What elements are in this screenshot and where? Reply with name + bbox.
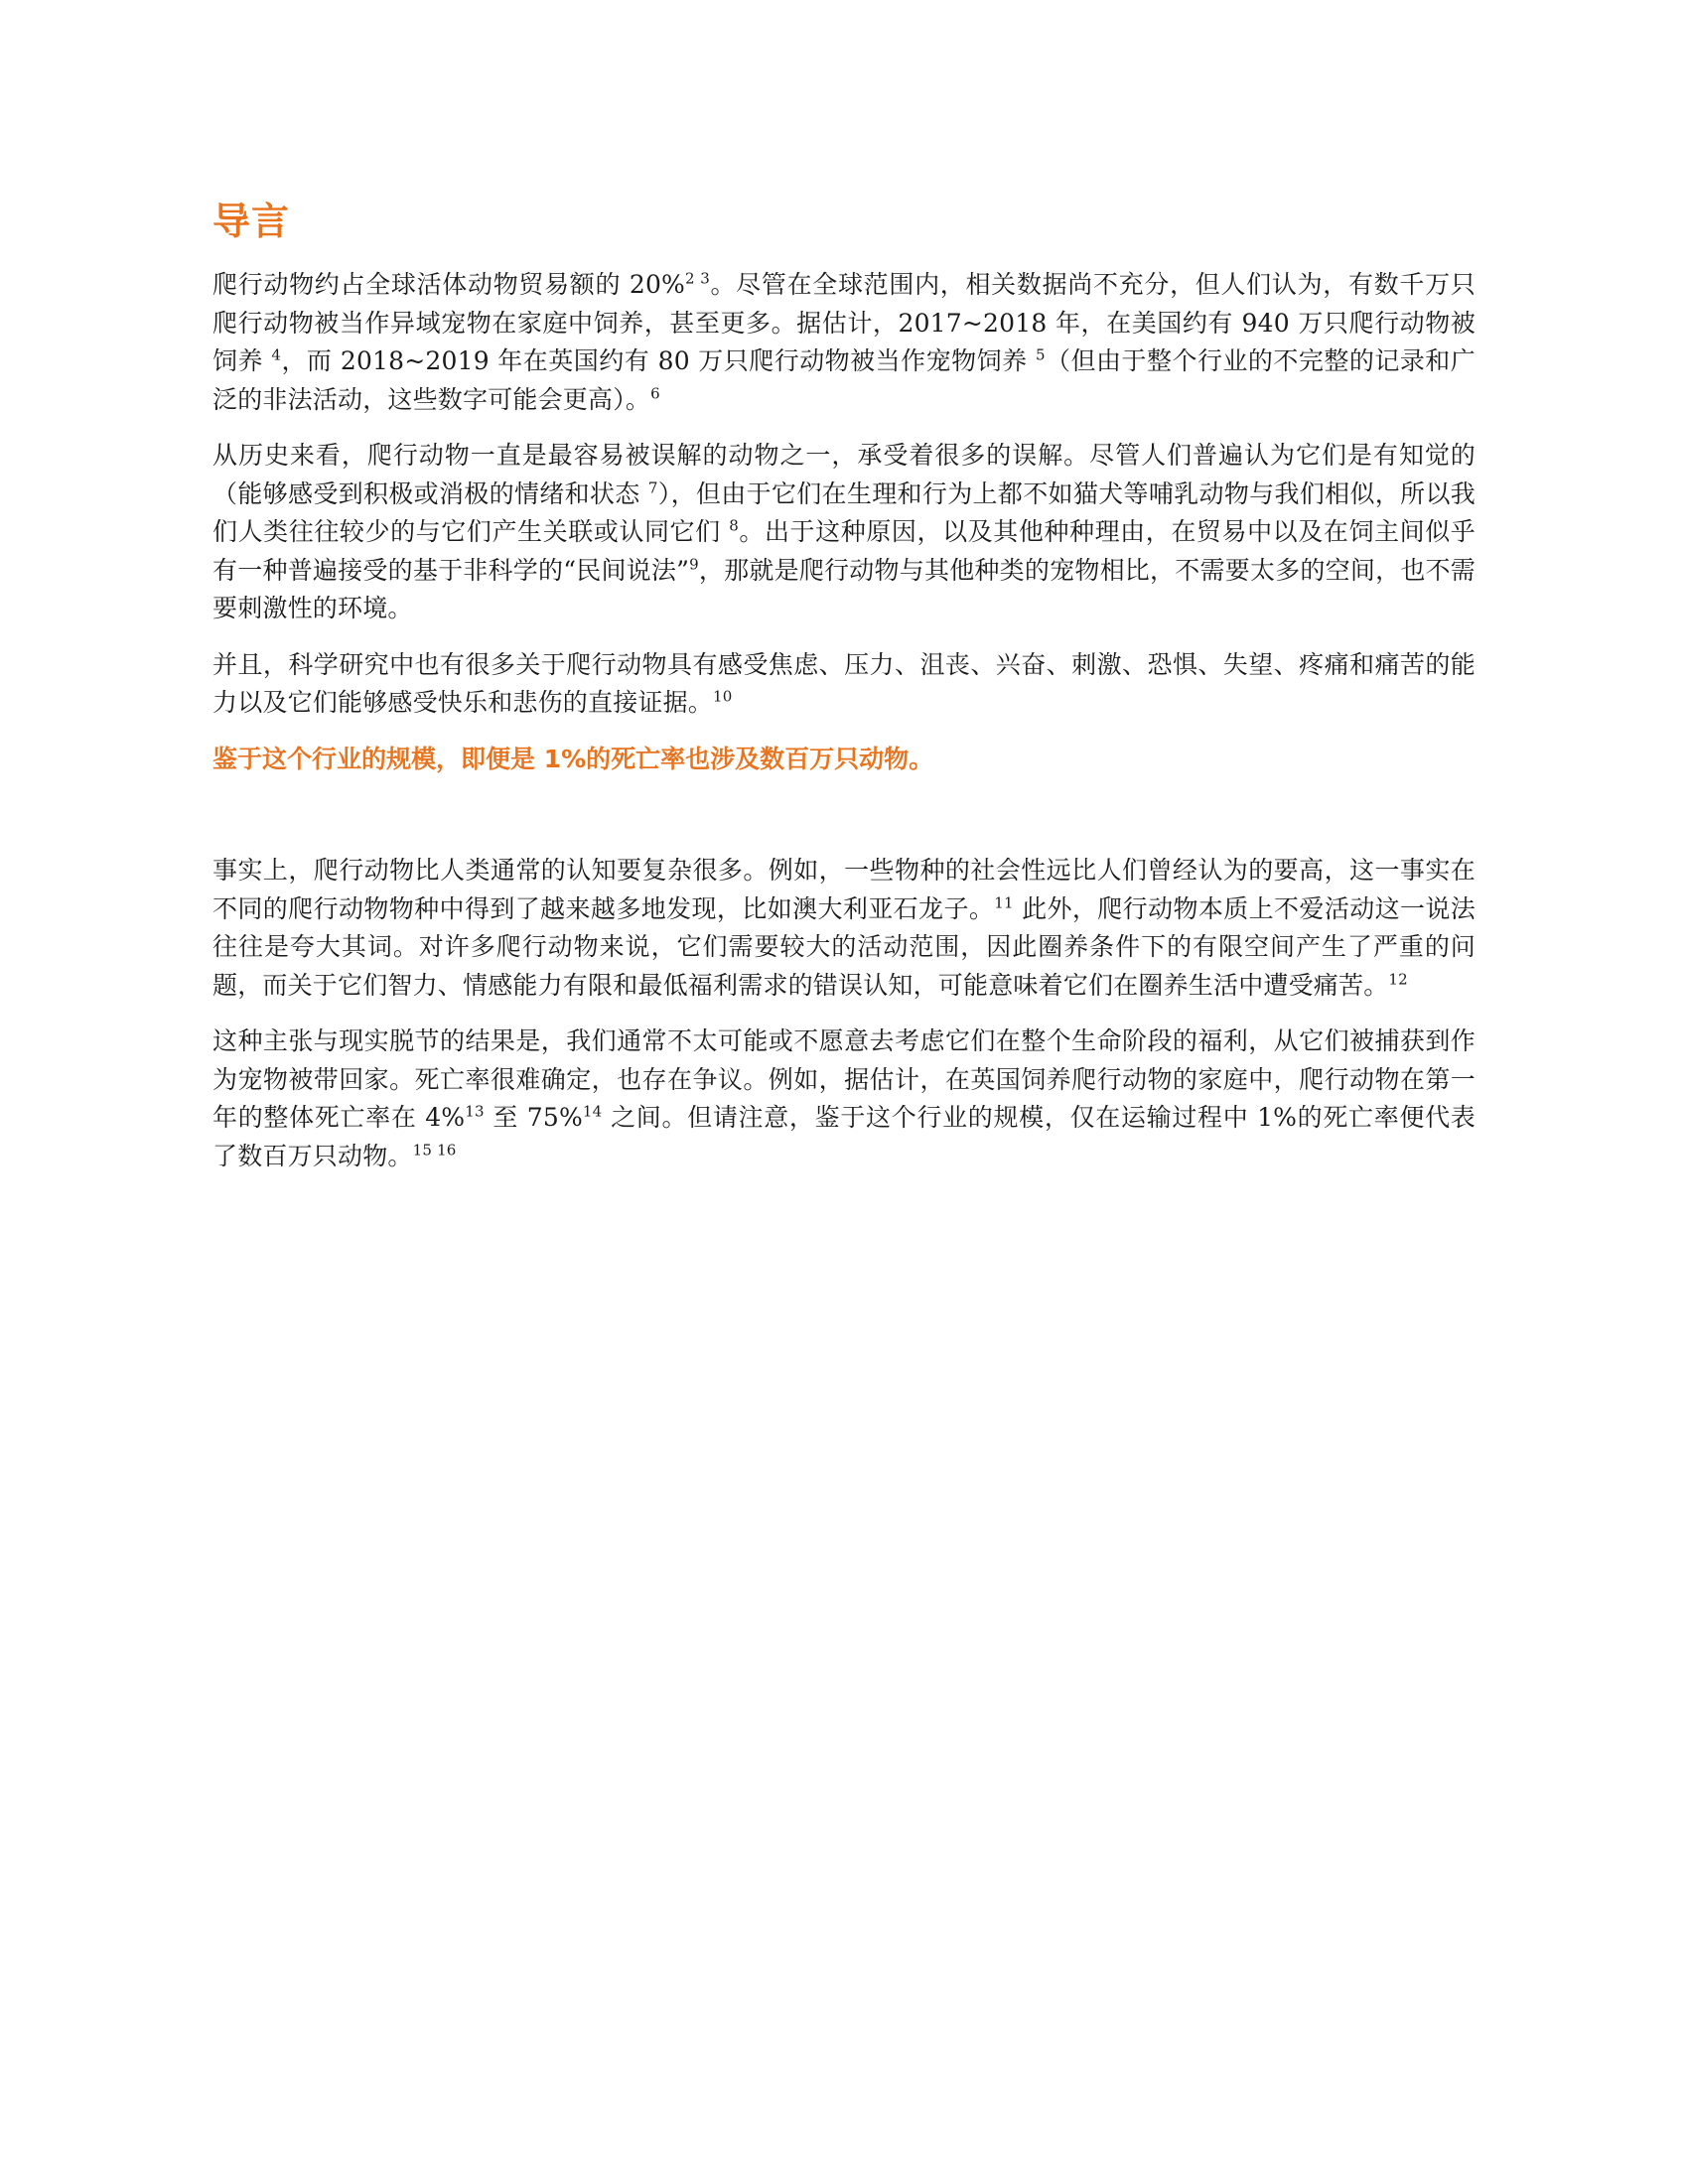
paragraph-text: ，那就是爬行动物与其他种类的宠物相比，不需要太多的空间，也不需要刺激性的环境。 xyxy=(212,555,1476,622)
highlight-callout: 鉴于这个行业的规模，即便是 1%的死亡率也涉及数百万只动物。 xyxy=(212,744,934,773)
paragraph-text: 之间。但请注意，鉴于这个行业的规模，仅在运输过程中 1%的死亡率便代表了数百万只动物。 xyxy=(212,1103,1476,1170)
footnote-ref: 13 xyxy=(465,1102,485,1121)
footnote-ref: 9 xyxy=(689,555,699,574)
footnote-ref: 6 xyxy=(650,384,660,403)
paragraphs-after xyxy=(212,852,1476,1175)
paragraph-text: 并且，科学研究中也有很多关于爬行动物具有感受焦虑、压力、沮丧、兴奋、刺激、恐惧、失望、疼痛和痛苦的能力以及它们能够感受快乐和悲伤的直接证据。 xyxy=(212,649,1476,717)
paragraph-text: （但由于整个行业的不完整的记录和广泛的非法活动，这些数字可能会更高）。 xyxy=(212,346,1476,414)
footnote-ref: 12 xyxy=(1388,970,1408,989)
paragraph-text: ，而 2018~2019 年在英国约有 80 万只爬行动物被当作宠物饲养 xyxy=(281,346,1036,375)
footnote-ref: 8 xyxy=(729,516,739,535)
body-paragraph xyxy=(212,266,1476,419)
paragraphs-before xyxy=(212,266,1476,723)
body-paragraph xyxy=(212,646,1476,723)
body-paragraph xyxy=(212,852,1476,1005)
footnote-ref: 5 xyxy=(1036,345,1046,364)
paragraph-text: 至 75% xyxy=(484,1103,583,1132)
document-page xyxy=(212,199,1476,1193)
footnote-ref: 14 xyxy=(582,1102,603,1121)
paragraph-text: 爬行动物约占全球活体动物贸易额的 20% xyxy=(212,270,686,299)
footnote-ref: 15 16 xyxy=(412,1141,457,1160)
paragraph-text: 此外，爬行动物本质上不爱活动这一说法往往是夸大其词。对许多爬行动物来说，它们需要较大的活动范围，因此圈养条件下的有限空间产生了严重的问题，而关于它们智力、情感能力有限和最低福利需求的错误认知，可能意味着它们在圈养生活中遭受痛苦。 xyxy=(212,893,1477,1000)
footnote-ref: 11 xyxy=(994,893,1014,912)
page-title: 导言 xyxy=(212,200,291,243)
footnote-ref: 10 xyxy=(713,687,733,706)
body-paragraph xyxy=(212,437,1476,628)
paragraph-text: ），但由于它们在生理和行为上都不如猫犬等哺乳动物与我们相似，所以我们人类往往较少的与它们产生关联或认同它们 xyxy=(212,478,1476,546)
footnote-ref: 2 3 xyxy=(685,269,710,288)
paragraph-text: 这种主张与现实脱节的结果是，我们通常不太可能或不愿意去考虑它们在整个生命阶段的福利，从它们被捕获到作为宠物被带回家。死亡率很难确定，也存在争议。例如，据估计，在英国饲养爬行动物的家庭中，爬行动物在第一年的整体死亡率在 4% xyxy=(212,1026,1476,1132)
paragraph-text: 事实上，爬行动物比人类通常的认知要复杂很多。例如，一些物种的社会性远比人们曾经认为的要高，这一事实在不同的爬行动物物种中得到了越来越多地发现，比如澳大利亚石龙子。 xyxy=(212,856,1476,923)
body-paragraph xyxy=(212,1023,1476,1175)
paragraph-text: 。尽管在全球范围内，相关数据尚不充分，但人们认为，有数千万只爬行动物被当作异域宠物在家庭中饲养，甚至更多。据估计，2017~2018 年，在美国约有 940 万只爬行动物被饲养 xyxy=(212,270,1476,375)
paragraph-text: 从历史来看，爬行动物一直是最容易被误解的动物之一，承受着很多的误解。尽管人们普遍认为它们是有知觉的（能够感受到积极或消极的情绪和状态 xyxy=(212,441,1476,508)
paragraph-text: 。出于这种原因，以及其他种种理由，在贸易中以及在饲主间似乎有一种普遍接受的基于非科学的“民间说法” xyxy=(212,517,1476,585)
footnote-ref: 7 xyxy=(647,478,658,497)
footnote-ref: 4 xyxy=(271,345,282,364)
